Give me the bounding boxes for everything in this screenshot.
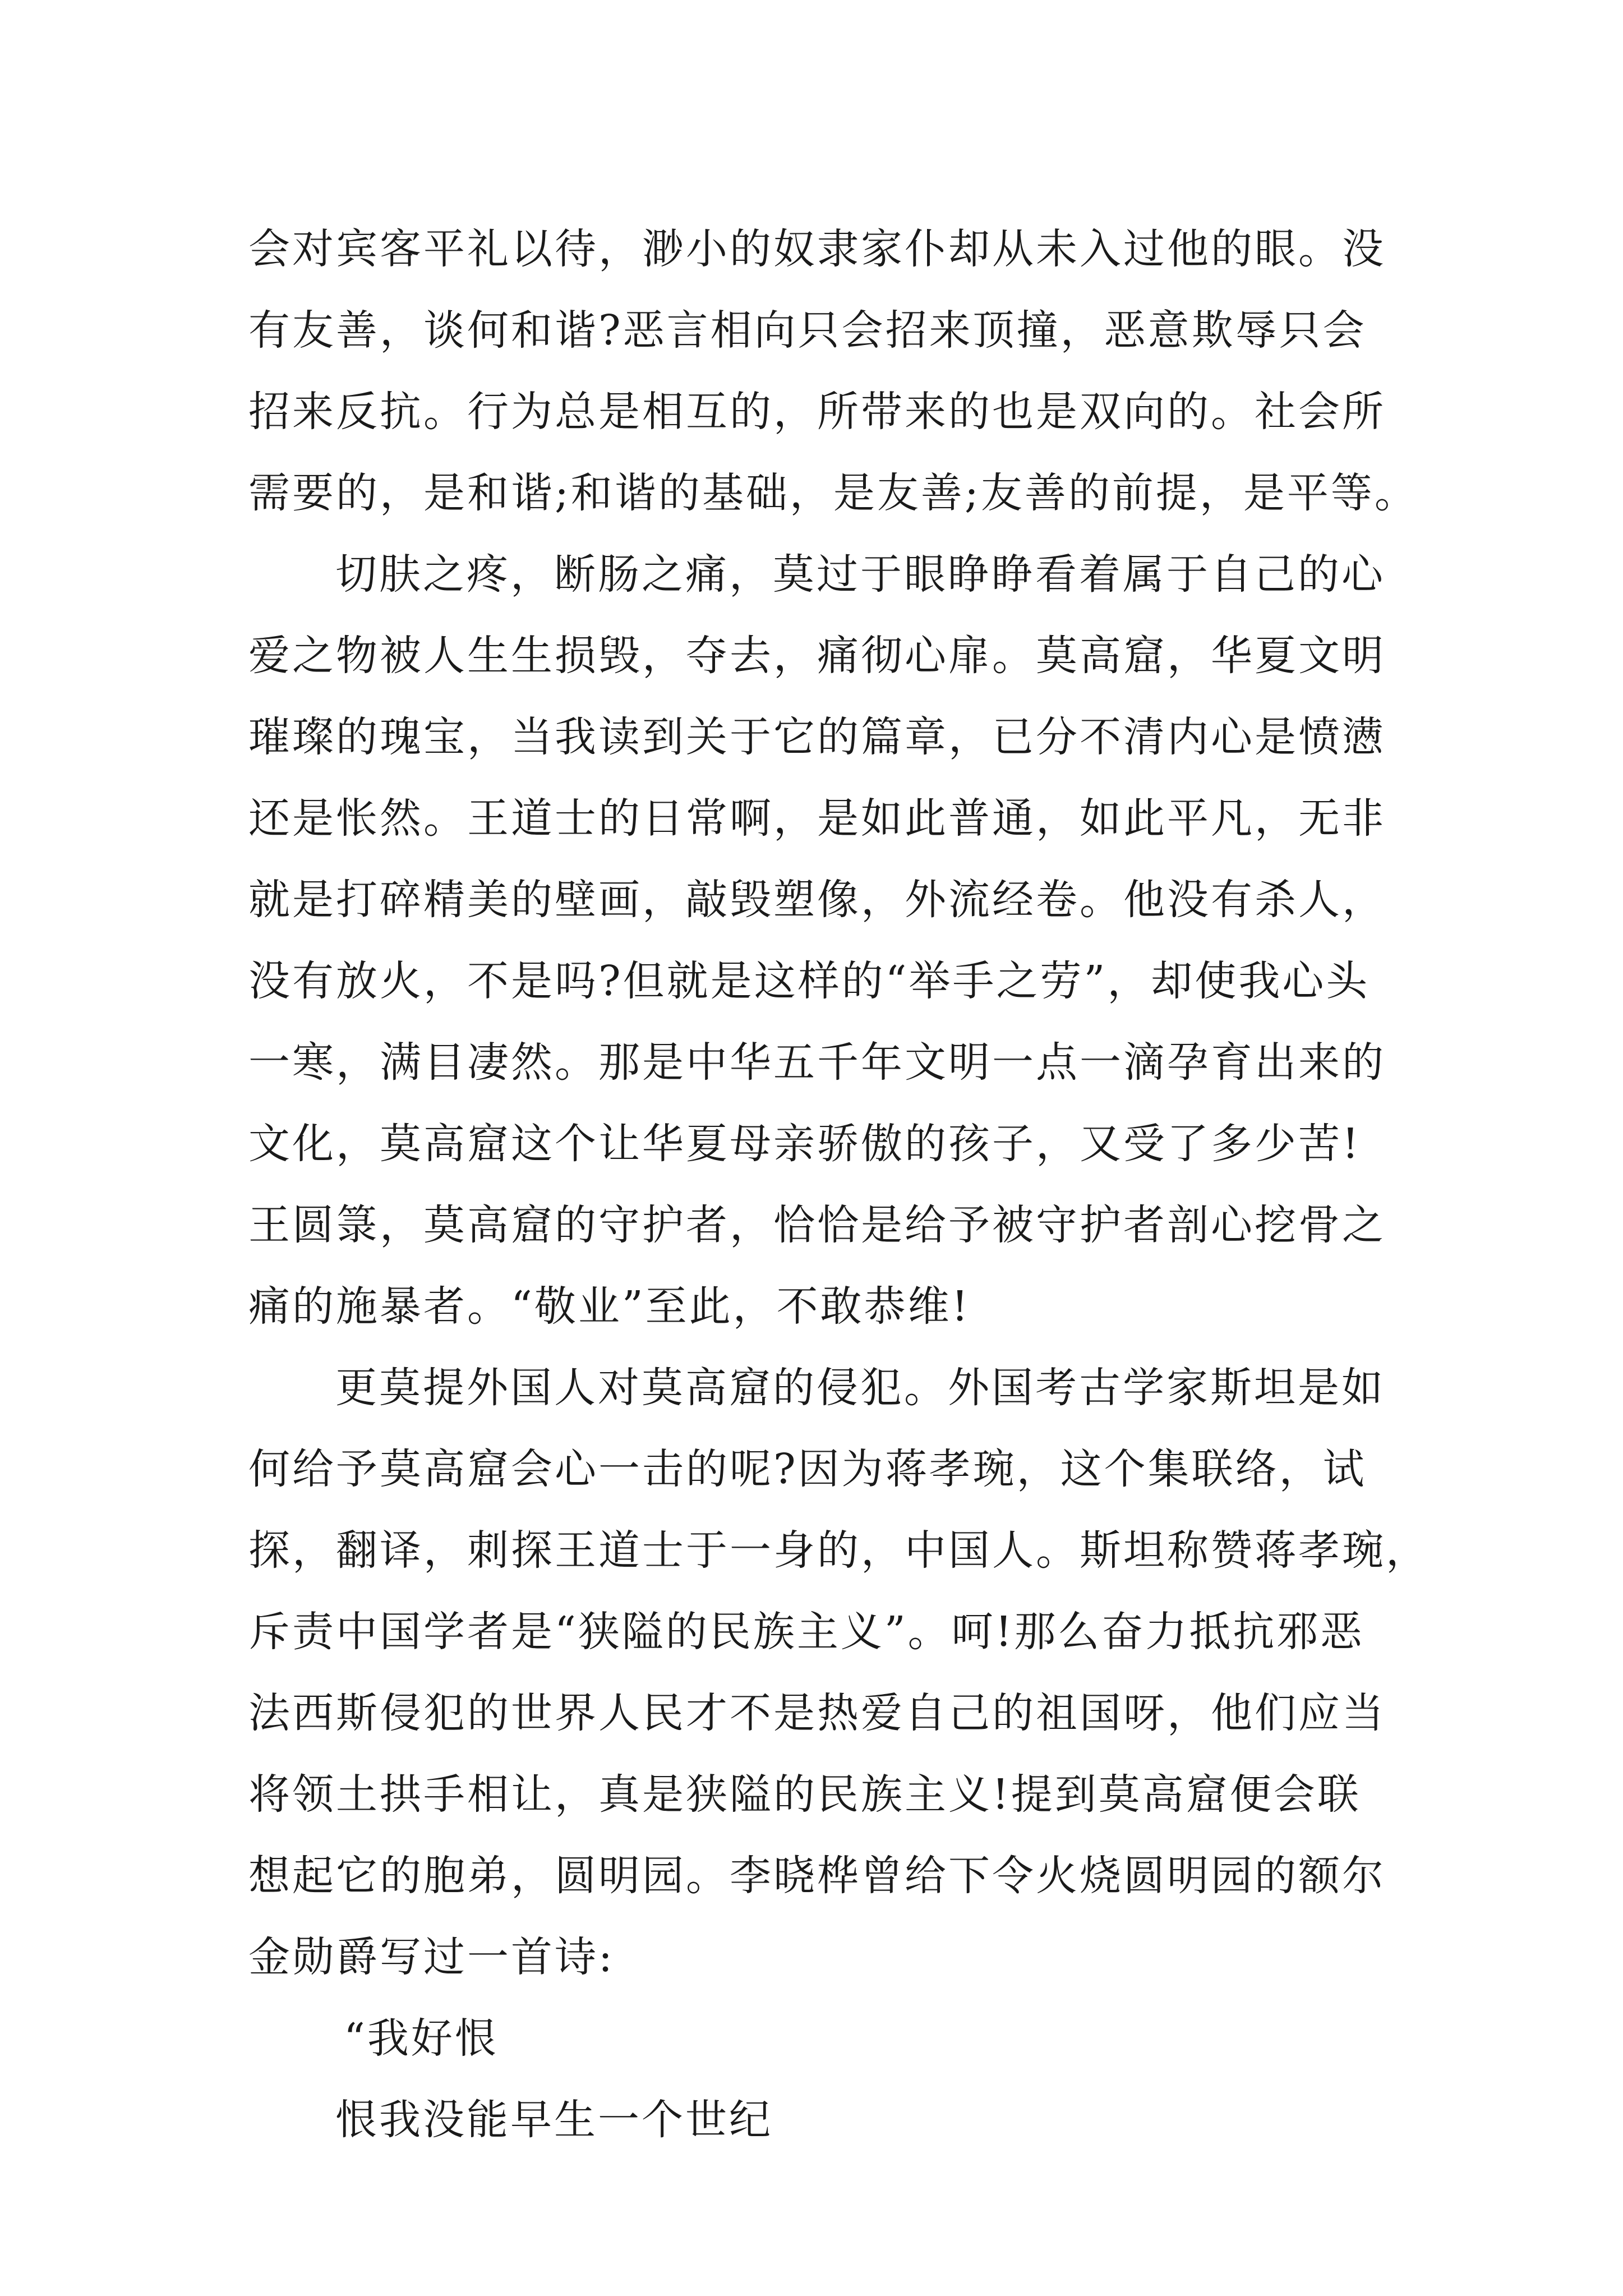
text-line: 爱之物被人生生损毁，夺去，痛彻心扉。莫高窟，华夏文明: [248, 632, 1386, 680]
paragraph-1: [248, 209, 1418, 534]
paragraph-2: [248, 534, 1386, 1347]
text-line: 金勋爵写过一首诗:: [248, 1933, 615, 1981]
text-line: 需要的，是和谐;和谐的基础，是友善;友善的前提，是平等。: [248, 469, 1418, 517]
text-line: 将领土拱手相让，真是狭隘的民族主义!提到莫高窟便会联: [248, 1770, 1361, 1819]
text-line: 会对宾客平礼以待，渺小的奴隶家仆却从未入过他的眼。没: [248, 225, 1386, 273]
text-line: 想起它的胞弟，圆明园。李晓桦曾给下令火烧圆明园的额尔: [248, 1852, 1386, 1900]
text-line: 切肤之疼，断肠之痛，莫过于眼睁睁看着属于自己的心: [335, 550, 1385, 599]
paragraph-3: [248, 1347, 1430, 1998]
text-line: 更莫提外国人对莫高窟的侵犯。外国考古学家斯坦是如: [335, 1364, 1385, 1412]
document-body: [248, 209, 1430, 2161]
text-line: 就是打碎精美的壁画，敲毁塑像，外流经卷。他没有杀人，: [248, 876, 1386, 924]
text-line: 还是怅然。王道士的日常啊，是如此普通，如此平凡，无非: [248, 794, 1386, 843]
text-line: 痛的施暴者。“敬业”至此，不敢恭维!: [248, 1282, 971, 1331]
text-line: 探，翻译，刺探王道士于一身的，中国人。斯坦称赞蒋孝琬，: [248, 1526, 1430, 1575]
text-line: 没有放火，不是吗?但就是这样的“举手之劳”，却使我心头: [248, 957, 1370, 1005]
text-line: 璀璨的瑰宝，当我读到关于它的篇章，已分不清内心是愤懑: [248, 713, 1386, 761]
poem-quote: [248, 1998, 1386, 2161]
text-line: 有友善，谈何和谐?恶言相向只会招来顶撞，恶意欺辱只会: [248, 306, 1367, 355]
text-line: 法西斯侵犯的世界人民才不是热爱自己的祖国呀，他们应当: [248, 1689, 1386, 1737]
text-line: 王圆箓，莫高窟的守护者，恰恰是给予被守护者剖心挖骨之: [248, 1201, 1386, 1249]
poem-line: 恨我没能早生一个世纪: [335, 2096, 773, 2144]
text-line: 一寒，满目凄然。那是中华五千年文明一点一滴孕育出来的: [248, 1038, 1386, 1087]
poem-line: “我好恨: [344, 2014, 499, 2063]
text-line: 招来反抗。行为总是相互的，所带来的也是双向的。社会所: [248, 388, 1386, 436]
text-line: 何给予莫高窟会心一击的呢?因为蒋孝琬，这个集联络，试: [248, 1445, 1367, 1493]
text-line: 斥责中国学者是“狭隘的民族主义”。呵!那么奋力抵抗邪恶: [248, 1608, 1364, 1656]
text-line: 文化，莫高窟这个让华夏母亲骄傲的孩子，又受了多少苦!: [248, 1120, 1361, 1168]
